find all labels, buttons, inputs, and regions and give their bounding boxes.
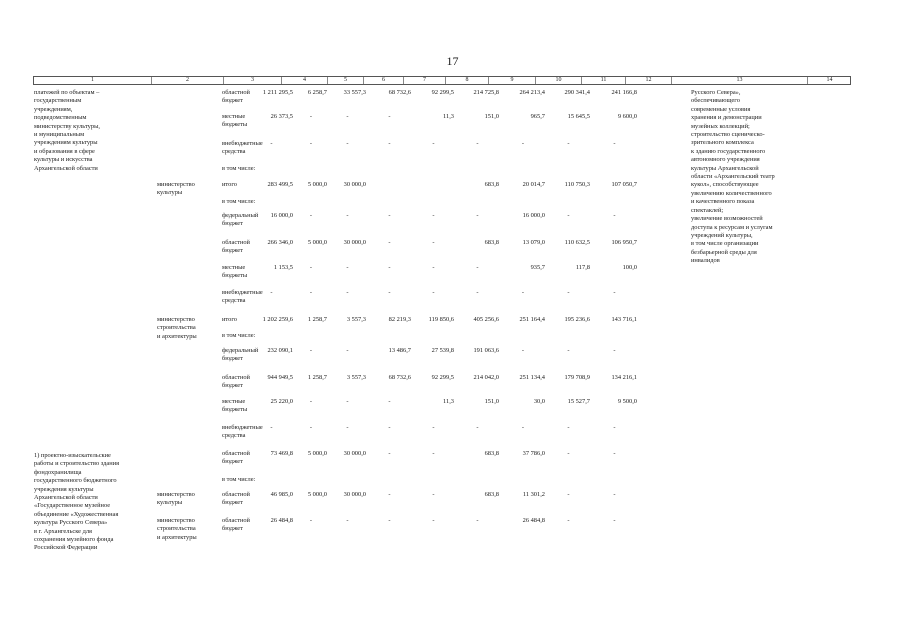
value-cell: - <box>388 140 391 147</box>
value-cell: - <box>521 424 525 431</box>
value-cell: 15 645,5 <box>567 113 590 120</box>
funding-source-label: областной бюджет <box>222 374 250 390</box>
value-cell: 3 557,3 <box>346 316 366 323</box>
value-cell: - <box>346 140 349 147</box>
value-cell: - <box>567 212 570 219</box>
value-cell: - <box>346 424 349 431</box>
funding-source-label: в том числе: <box>222 476 256 483</box>
value-cell: - <box>476 289 479 296</box>
value-cell: 965,7 <box>530 113 545 120</box>
value-cell: - <box>613 347 616 354</box>
executor-ministry-construction: министерство строительства и архитектуры <box>157 316 197 340</box>
value-cell: - <box>309 289 313 296</box>
executor-ministry-culture: министерство культуры <box>157 181 195 197</box>
value-cell: 11,3 <box>443 398 454 405</box>
value-cell: - <box>432 491 435 498</box>
value-cell: - <box>567 289 570 296</box>
header-col-6: 6 <box>364 77 404 84</box>
funding-source-label: местные бюджеты <box>222 264 248 280</box>
value-cell: 110 750,3 <box>564 181 590 188</box>
value-cell: 5 000,0 <box>307 491 327 498</box>
value-cell: - <box>613 424 616 431</box>
value-cell: - <box>309 424 313 431</box>
value-cell: - <box>346 113 349 120</box>
value-cell: - <box>613 212 616 219</box>
header-col-3: 3 <box>224 77 282 84</box>
value-cell: 25 220,0 <box>270 398 293 405</box>
value-cell: - <box>567 347 570 354</box>
value-cell: 30 000,0 <box>343 239 366 246</box>
value-cell: 214 725,8 <box>473 89 499 96</box>
value-cell: 30 000,0 <box>343 450 366 457</box>
value-cell: - <box>567 517 570 524</box>
value-cell: 1 211 295,5 <box>262 89 293 96</box>
value-cell: 179 708,9 <box>564 374 590 381</box>
value-cell: 9 600,0 <box>617 113 637 120</box>
header-col-2: 2 <box>152 77 224 84</box>
value-cell: 92 299,5 <box>431 89 454 96</box>
value-cell: - <box>432 289 435 296</box>
funding-source-label: внебюджетные средства <box>222 140 263 156</box>
header-col-12: 12 <box>626 77 672 84</box>
value-cell: 33 557,3 <box>343 89 366 96</box>
value-cell: - <box>388 239 391 246</box>
value-cell: 5 000,0 <box>307 239 327 246</box>
value-cell: - <box>476 517 479 524</box>
value-cell: 30 000,0 <box>343 181 366 188</box>
value-cell: 251 134,4 <box>519 374 545 381</box>
value-cell: - <box>521 347 525 354</box>
value-cell: - <box>567 491 570 498</box>
header-col-7: 7 <box>404 77 446 84</box>
value-cell: 26 484,8 <box>522 517 545 524</box>
value-cell: 9 500,0 <box>617 398 637 405</box>
value-cell: - <box>613 450 616 457</box>
value-cell: 26 484,8 <box>270 517 293 524</box>
value-cell: 1 153,5 <box>273 264 293 271</box>
value-cell: 11 301,2 <box>522 491 545 498</box>
value-cell: 119 850,6 <box>428 316 454 323</box>
header-col-1: 1 <box>34 77 152 84</box>
header-col-11: 11 <box>582 77 626 84</box>
value-cell: - <box>388 289 391 296</box>
value-cell: 30 000,0 <box>343 491 366 498</box>
value-cell: - <box>432 450 435 457</box>
value-cell: - <box>476 264 479 271</box>
value-cell: 5 000,0 <box>307 181 327 188</box>
value-cell: - <box>476 140 479 147</box>
value-cell: 266 346,0 <box>267 239 293 246</box>
value-cell: 30,0 <box>533 398 545 405</box>
value-cell: - <box>388 113 391 120</box>
funding-source-label: областной бюджет <box>222 491 250 507</box>
value-cell: - <box>521 289 525 296</box>
value-cell: 46 985,0 <box>270 491 293 498</box>
funding-source-label: областной бюджет <box>222 89 250 105</box>
value-cell: 290 341,4 <box>564 89 590 96</box>
value-cell: - <box>309 113 313 120</box>
value-cell: - <box>613 140 616 147</box>
value-cell: - <box>309 517 313 524</box>
value-cell: 107 050,7 <box>611 181 637 188</box>
value-cell: 1 202 259,6 <box>262 316 293 323</box>
value-cell: 68 732,6 <box>388 89 411 96</box>
value-cell: - <box>388 491 391 498</box>
value-cell: 241 166,8 <box>611 89 637 96</box>
value-cell: 1 258,7 <box>307 316 327 323</box>
value-cell: 15 527,7 <box>567 398 590 405</box>
value-cell: 195 236,6 <box>564 316 590 323</box>
funding-source-label: внебюджетные средства <box>222 424 263 440</box>
value-cell: 683,8 <box>484 491 499 498</box>
value-cell: - <box>309 398 313 405</box>
value-cell: - <box>388 450 391 457</box>
value-cell: - <box>270 424 273 431</box>
funding-source-label: федеральный бюджет <box>222 212 259 228</box>
expected-results: Русского Севера», обеспечивающего современные условия хранения и демонстрации музейных коллекций; строительство сценическо- зрительного комплекса к зданию государственного автономного учреждения культуры Архангельской области «Архангельский театр кукол», способствующее увеличению количественного и качественного показа спектаклей; увеличение возможностей доступа к ресурсам и услугам учреждений культуры, в том числе организации безбарьерной среды для инвалидов <box>691 89 775 265</box>
value-cell: 68 732,6 <box>388 374 411 381</box>
value-cell: - <box>613 491 616 498</box>
funding-source-label: областной бюджет <box>222 517 250 533</box>
executor-ministry-construction: министерство строительства и архитектуры <box>157 517 197 541</box>
value-cell: - <box>567 450 570 457</box>
value-cell: 26 373,5 <box>270 113 293 120</box>
value-cell: 110 632,5 <box>564 239 590 246</box>
value-cell: 935,7 <box>530 264 545 271</box>
value-cell: 73 469,8 <box>270 450 293 457</box>
header-col-10: 10 <box>536 77 582 84</box>
value-cell: 232 090,1 <box>267 347 293 354</box>
value-cell: - <box>388 264 391 271</box>
value-cell: - <box>388 212 391 219</box>
value-cell: 405 256,6 <box>473 316 499 323</box>
funding-source-label: федеральный бюджет <box>222 347 259 363</box>
value-cell: - <box>346 264 349 271</box>
value-cell: 11,3 <box>443 113 454 120</box>
value-cell: 92 299,5 <box>431 374 454 381</box>
value-cell: 214 042,0 <box>473 374 499 381</box>
value-cell: 37 786,0 <box>522 450 545 457</box>
value-cell: 20 014,7 <box>522 181 545 188</box>
value-cell: 264 213,4 <box>519 89 545 96</box>
value-cell: - <box>346 289 349 296</box>
value-cell: - <box>432 264 435 271</box>
value-cell: 1 258,7 <box>307 374 327 381</box>
value-cell: 683,8 <box>484 181 499 188</box>
value-cell: 191 063,6 <box>473 347 499 354</box>
value-cell: - <box>476 212 479 219</box>
value-cell: - <box>567 140 570 147</box>
value-cell: - <box>309 212 313 219</box>
funding-source-label: областной бюджет <box>222 450 250 466</box>
value-cell: - <box>567 424 570 431</box>
value-cell: 283 499,5 <box>267 181 293 188</box>
value-cell: 251 164,4 <box>519 316 545 323</box>
value-cell: 5 000,0 <box>307 450 327 457</box>
funding-source-label: местные бюджеты <box>222 113 248 129</box>
funding-source-label: итого <box>222 316 237 323</box>
measure-description: платежей по объектам – государственным учреждениям, подведомственным министерству культуры, и муниципальным учреждениям культуры и образования в сфере культуры и искусства Архангельской области <box>34 89 100 172</box>
value-cell: - <box>613 289 616 296</box>
value-cell: 16 000,0 <box>522 212 545 219</box>
value-cell: - <box>309 264 313 271</box>
header-col-8: 8 <box>446 77 489 84</box>
value-cell: 143 716,1 <box>611 316 637 323</box>
value-cell: 151,0 <box>484 398 499 405</box>
value-cell: 27 539,8 <box>431 347 454 354</box>
value-cell: - <box>388 398 391 405</box>
value-cell: - <box>432 212 435 219</box>
funding-source-label: в том числе: <box>222 332 256 339</box>
value-cell: - <box>432 517 435 524</box>
funding-source-label: внебюджетные средства <box>222 289 263 305</box>
value-cell: 100,0 <box>622 264 637 271</box>
value-cell: - <box>521 140 525 147</box>
value-cell: - <box>309 140 313 147</box>
value-cell: - <box>388 424 391 431</box>
value-cell: - <box>346 212 349 219</box>
value-cell: 82 219,3 <box>388 316 411 323</box>
value-cell: - <box>613 517 616 524</box>
value-cell: 106 950,7 <box>611 239 637 246</box>
value-cell: - <box>270 289 273 296</box>
value-cell: - <box>476 424 479 431</box>
value-cell: 3 557,3 <box>346 374 366 381</box>
column-number-header <box>33 76 851 85</box>
value-cell: 151,0 <box>484 113 499 120</box>
value-cell: 944 949,5 <box>267 374 293 381</box>
value-cell: 134 216,1 <box>611 374 637 381</box>
funding-source-label: итого <box>222 181 237 188</box>
value-cell: 16 000,0 <box>270 212 293 219</box>
funding-source-label: в том числе: <box>222 198 256 205</box>
value-cell: 6 258,7 <box>307 89 327 96</box>
value-cell: 13 486,7 <box>388 347 411 354</box>
header-col-13: 13 <box>672 77 808 84</box>
value-cell: - <box>346 347 349 354</box>
value-cell: - <box>346 517 349 524</box>
value-cell: - <box>270 140 273 147</box>
header-col-14: 14 <box>826 77 833 83</box>
value-cell: - <box>432 424 435 431</box>
executor-ministry-culture: министерство культуры <box>157 491 195 507</box>
funding-source-label: в том числе: <box>222 165 256 172</box>
value-cell: - <box>309 347 313 354</box>
header-col-9: 9 <box>489 77 536 84</box>
value-cell: 117,8 <box>575 264 590 271</box>
value-cell: 683,8 <box>484 450 499 457</box>
page-number: 17 <box>446 54 459 68</box>
value-cell: - <box>432 239 435 246</box>
object-description: 1) проектно-изыскательские работы и строительство здания фондохранилища государственного бюджетного учреждения культуры Архангельской области «Государственное музейное объединение «Художественная культура Русского Севера» в г. Архангельске для сохранения музейного фонда Российской Федерации <box>34 452 120 552</box>
value-cell: - <box>346 398 349 405</box>
funding-source-label: местные бюджеты <box>222 398 248 414</box>
value-cell: - <box>388 517 391 524</box>
value-cell: 13 079,0 <box>522 239 545 246</box>
header-col-4: 4 <box>282 77 328 84</box>
funding-source-label: областной бюджет <box>222 239 250 255</box>
value-cell: 683,8 <box>484 239 499 246</box>
header-col-5: 5 <box>328 77 364 84</box>
value-cell: - <box>432 140 435 147</box>
